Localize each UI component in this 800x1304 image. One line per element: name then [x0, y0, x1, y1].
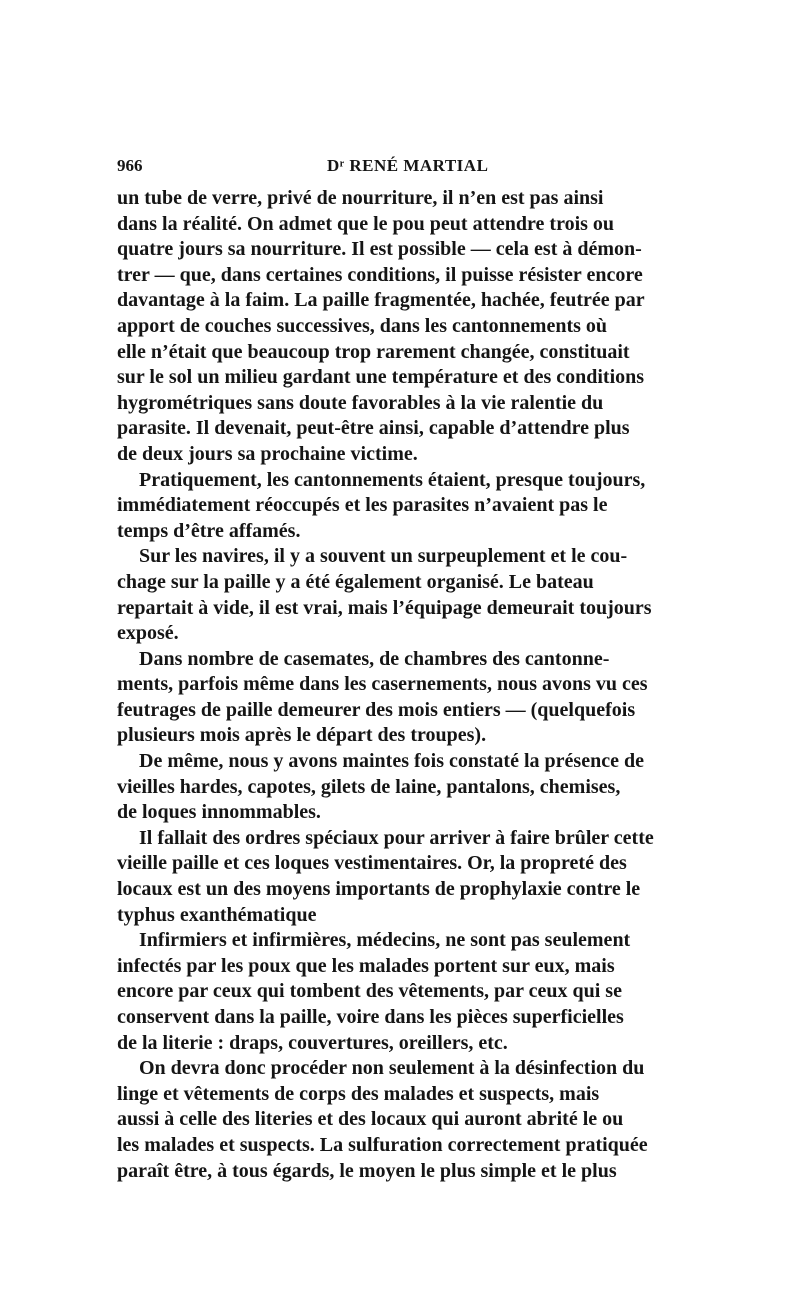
paragraph-start-line: Dans nombre de casemates, de chambres des cantonne- — [139, 647, 610, 670]
body-text — [117, 186, 673, 1184]
text-line: encore par ceux qui tombent des vêtements, par ceux qui se — [117, 980, 622, 1003]
text-line: linge et vêtements de corps des malades et suspects, mais — [117, 1082, 600, 1105]
text-line: conservent dans la paille, voire dans les pièces superficielles — [117, 1006, 624, 1028]
text-line: ments, parfois même dans les casernements, nous avons vu ces — [117, 673, 648, 696]
text-line: chage sur la paille y a été également organisé. Le bateau — [117, 570, 594, 593]
paragraph-start-line: Pratiquement, les cantonnements étaient, presque toujours, — [139, 468, 646, 491]
text-line: vieille paille et ces loques vestimentaires. Or, la propreté des — [117, 852, 627, 875]
text-line: davantage à la faim. La paille fragmentée, hachée, feutrée par — [117, 289, 645, 312]
text-line: infectés par les poux que les malades portent sur eux, mais — [117, 954, 615, 977]
text-line: les malades et suspects. La sulfuration correctement pratiquée — [117, 1133, 648, 1156]
page-number: 966 — [117, 156, 143, 175]
text-line: locaux est un des moyens importants de prophylaxie contre le — [117, 878, 641, 901]
text-line: sur le sol un milieu gardant une température et des conditions — [117, 366, 645, 389]
text-line: aussi à celle des literies et des locaux qui auront abrité le ou — [117, 1108, 624, 1131]
paragraph-start-line: Il fallait des ordres spéciaux pour arriver à faire brûler cette — [139, 826, 654, 849]
text-line: immédiatement réoccupés et les parasites n’avaient pas le — [117, 494, 608, 517]
text-line: de loques innommables. — [117, 801, 321, 824]
text-line: repartait à vide, il est vrai, mais l’équipage demeurait toujours — [117, 596, 652, 619]
text-line: apport de couches successives, dans les cantonnements où — [117, 314, 608, 337]
text-line: parasite. Il devenait, peut-être ainsi, capable d’attendre plus — [117, 417, 630, 440]
page-header — [117, 150, 677, 178]
text-line: feutrages de paille demeurer des mois entiers — (quelquefois — [117, 698, 636, 721]
text-line: paraît être, à tous égards, le moyen le plus simple et le plus — [117, 1159, 617, 1182]
paragraph-start-line: Infirmiers et infirmières, médecins, ne sont pas seulement — [139, 929, 631, 952]
text-line: exposé. — [117, 622, 179, 645]
text-line: elle n’était que beaucoup trop rarement changée, constituait — [117, 340, 630, 363]
paragraph-start-line: Sur les navires, il y a souvent un surpeuplement et le cou- — [139, 545, 628, 568]
text-line: dans la réalité. On admet que le pou peut attendre trois ou — [117, 212, 615, 235]
paragraph-start-line: De même, nous y avons maintes fois constaté la présence de — [139, 750, 644, 773]
text-line: typhus exanthématique — [117, 903, 317, 926]
text-line: trer — que, dans certaines conditions, il puisse résister encore — [117, 263, 643, 286]
running-title: Dʳ RENÉ MARTIAL — [327, 156, 489, 175]
paragraph-start-line: On devra donc procéder non seulement à la désinfection du — [139, 1057, 645, 1080]
text-line: de deux jours sa prochaine victime. — [117, 442, 418, 465]
text-line: vieilles hardes, capotes, gilets de laine, pantalons, chemises, — [117, 775, 621, 798]
text-line: plusieurs mois après le départ des troupes). — [117, 724, 487, 747]
text-line: quatre jours sa nourriture. Il est possible — cela est à démon- — [117, 238, 642, 261]
text-line: hygrométriques sans doute favorables à la vie ralentie du — [117, 391, 604, 414]
text-line: temps d’être affamés. — [117, 519, 301, 542]
text-line: de la literie : draps, couvertures, oreillers, etc. — [117, 1031, 508, 1054]
text-line: un tube de verre, privé de nourriture, il n’en est pas ainsi — [117, 187, 604, 209]
